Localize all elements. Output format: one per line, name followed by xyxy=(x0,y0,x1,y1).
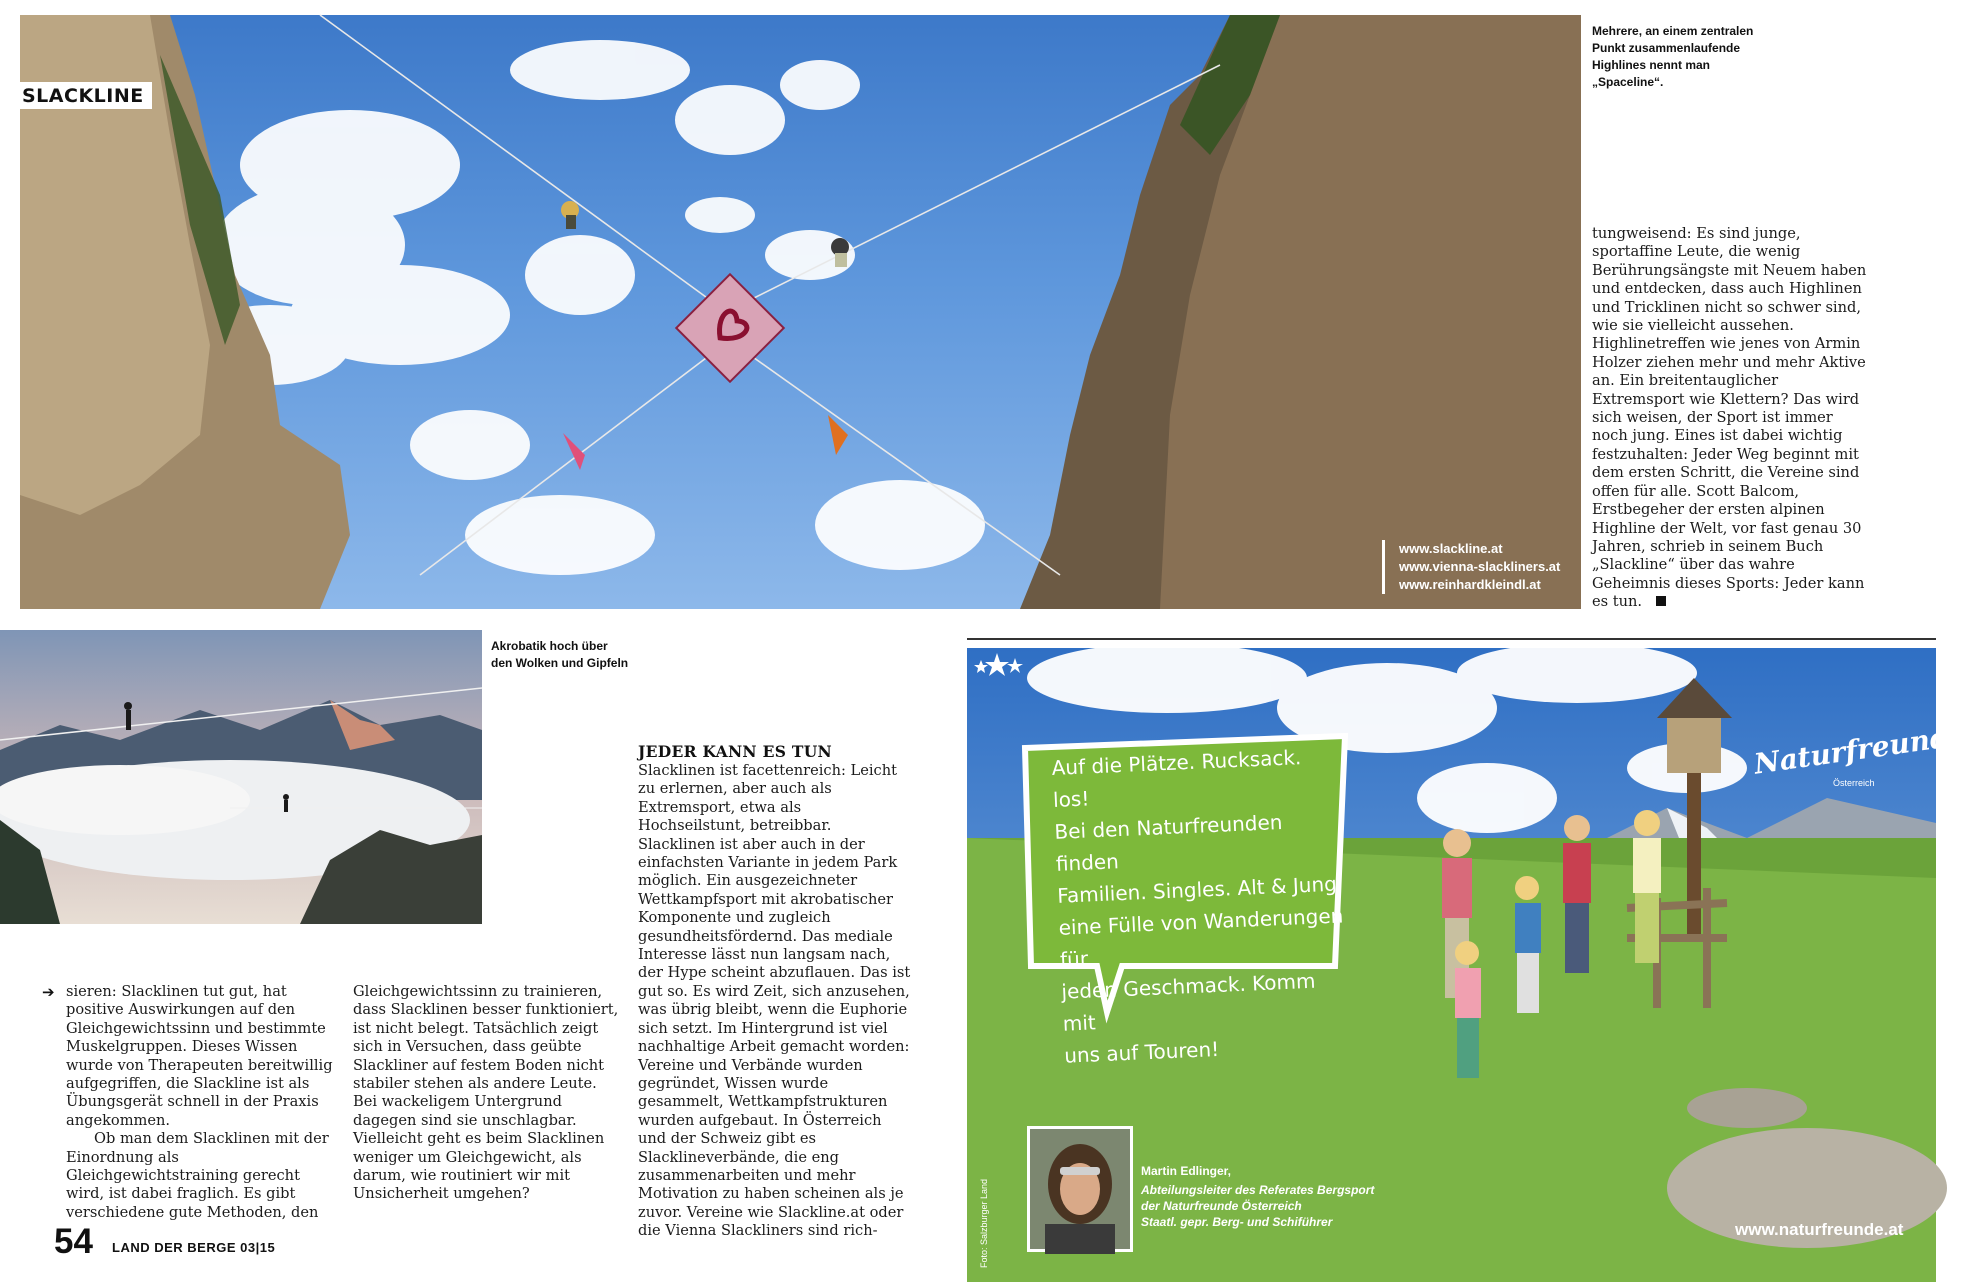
portrait-photo xyxy=(1027,1126,1133,1252)
magazine-issue: LAND DER BERGE 03|15 xyxy=(112,1240,276,1255)
brand-name: Naturfreunde xyxy=(1752,718,1969,781)
naturfreunde-advertisement xyxy=(967,648,1969,1282)
related-urls xyxy=(1382,540,1560,594)
photo-credit: Foto: Salzburger Land xyxy=(979,1178,989,1268)
slogan-line: jeden Geschmack. Komm mit xyxy=(1060,968,1316,1036)
acrobatics-photo xyxy=(0,630,482,924)
ad-divider xyxy=(967,638,1936,640)
end-mark-icon xyxy=(1656,596,1666,606)
hero-photo-illustration xyxy=(20,15,1581,609)
paragraph: Ob man dem Slacklinen mit der Einordnung als Gleichgewichtstraining gerecht wird, ist dabei fraglich. Es gibt verschiedene gute Methoden, den xyxy=(66,1130,329,1221)
brand-subtitle: Österreich xyxy=(1833,778,1875,788)
hero-photo-spaceline xyxy=(20,15,1581,609)
acrobatics-photo-illustration xyxy=(0,630,482,924)
url-link[interactable]: www.slackline.at xyxy=(1399,541,1503,556)
article-column-2 xyxy=(353,983,625,1204)
page-number: 54 xyxy=(54,1222,93,1261)
url-link[interactable]: www.reinhardkleindl.at xyxy=(1399,577,1541,592)
section-headline: JEDER KANN ES TUN xyxy=(638,742,833,761)
person-role xyxy=(1141,1182,1401,1230)
role-line: Staatl. gepr. Berg- und Schiführer xyxy=(1141,1215,1333,1229)
slogan-line: Auf die Plätze. Rucksack. los! xyxy=(1051,745,1302,812)
section-tag: SLACKLINE xyxy=(20,82,152,109)
ad-slogan xyxy=(1051,739,1355,1071)
ad-url-link[interactable]: www.naturfreunde.at xyxy=(1735,1220,1904,1239)
paragraph: Slacklinen ist facettenreich: Leicht zu erlernen, aber auch als Extremsport, etwa als Hochseilstunt, betreibbar. Slacklinen ist aber auch in der einfachsten Variante in jedem Park möglich. Ein ausgezeichneter Wettkampfsport mit akrobatischer Komponente und zugleich gesundheitsfördernd. Das mediale Interesse lässt nun langsam nach, der Hype scheint abzuflauen. Das ist gut so. Es wird Zeit, sich anzusehen, was übrig bleibt, wenn die Euphorie sich setzt. Im Hintergrund ist viel nachhaltige Arbeit gemacht worden: Vereine und Verbände wurden gegründet, Wissen wurde gesammelt, Wettkampfstrukturen wurden aufgebaut. In Österreich und der Schweiz gibt es Slacklineverbände, die eng zusammenarbeiten und mehr Motivation zu haben scheinen als je zuvor. Vereine wie Slackline.at oder die Vienna Slackliners sind rich- xyxy=(638,762,911,1240)
slogan-line: Bei den Naturfreunden finden xyxy=(1053,809,1283,876)
slogan-line: uns auf Touren! xyxy=(1063,1036,1220,1068)
article-column-right xyxy=(1592,225,1872,612)
paragraph: sieren: Slacklinen tut gut, hat positive Auswirkungen auf den Gleichgewichtssinn und bestimmte Muskelgruppen. Dieses Wissen wurde von Therapeuten bereitwillig aufgegriffen, die Slackline ist als Übungsgerät schnell in der Praxis angekommen. xyxy=(66,983,333,1129)
naturfreunde-logo-icon xyxy=(967,648,1117,688)
person-name: Martin Edlinger, xyxy=(1141,1164,1232,1178)
paragraph: tungweisend: Es sind junge, sportaffine Leute, die wenig Berührungsängste mit Neuem haben und entdecken, dass auch Highlinen und Tricklinen nicht so schwer sind, wie sie vielleicht aussehen. Highlinetreffen wie jenes von Armin Holzer ziehen mehr und mehr Aktive an. Ein breitentauglicher Extremsport wie Klettern? Das wird sich weisen, der Sport ist immer noch jung. Eines ist dabei wichtig festzuhalten: Jeder Weg beginnt mit dem ersten Schritt, die Vereine sind offen für alle. Scott Balcom, Erstbegeher der ersten alpinen Highline der Welt, vor fast genau 30 Jahren, schrieb in seinem Buch „Slackline“ über das wahre Geheimnis dieses Sports: Jeder kann es tun. xyxy=(1592,225,1867,611)
role-line: Abteilungsleiter des Referates Bergsport xyxy=(1141,1183,1375,1197)
slogan-line: Familien. Singles. Alt & Jung xyxy=(1056,871,1338,908)
hero-caption: Mehrere, an einem zentralen Punkt zusammenlaufende Highlines nennt man „Spaceline“. xyxy=(1592,24,1754,89)
portrait-illustration xyxy=(1030,1129,1130,1249)
role-line: der Naturfreunde Österreich xyxy=(1141,1199,1302,1213)
article-column-1 xyxy=(66,983,338,1222)
small-photo-caption: Akrobatik hoch über den Wolken und Gipfeln xyxy=(491,639,629,670)
url-link[interactable]: www.vienna-slackliners.at xyxy=(1399,559,1561,574)
slogan-line: eine Fülle von Wanderungen für xyxy=(1058,903,1344,972)
continue-arrow-icon: ➔ xyxy=(42,983,55,1001)
paragraph: Gleichgewichtssinn zu trainieren, dass Slacklinen besser funktioniert, ist nicht belegt. Tatsächlich zeigt sich in Versuchen, dass geübte Slackliner auf festem Boden nicht stabiler stehen als andere Leute. Bei wackeligem Untergrund dagegen sind sie unschlagbar. Vielleicht geht es beim Slacklinen weniger um Gleichgewicht, als darum, wie routiniert wir mit Unsicherheit umgehen? xyxy=(353,983,619,1203)
article-column-3 xyxy=(638,762,912,1241)
